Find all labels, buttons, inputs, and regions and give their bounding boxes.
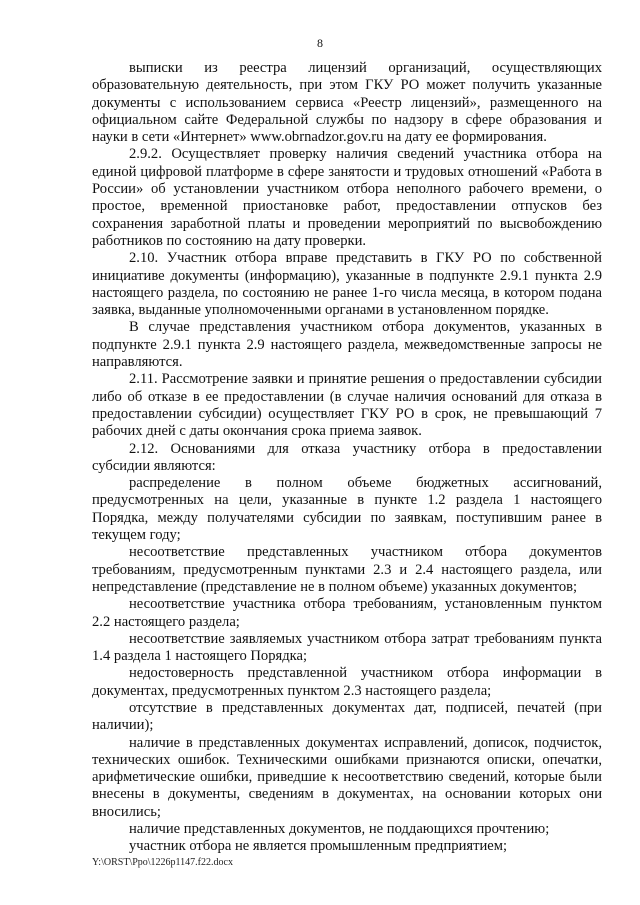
- refusal-reason-item: недостоверность представленной участником отбора информации в документах, предусмотренных пунктом 2.3 настоящего раздела;: [92, 665, 602, 699]
- refusal-reason-item: отсутствие в представленных документах дат, подписей, печатей (при наличии);: [92, 699, 602, 734]
- refusal-reason-item: несоответствие представленных участником отбора документов требованиям, предусмотренным пунктами 2.3 и 2.4 настоящего раздела, или непредставление (представление не в полном объеме) указанных документов;: [92, 544, 602, 595]
- paragraph-2-11: 2.11. Рассмотрение заявки и принятие решения о предоставлении субсидии либо об отказе в ее предоставлении (в случае наличия оснований для отказа в предоставлении субсидии) осуществляет ГКУ РО в срок, не превышающий 7 рабочих дней с даты окончания срока приема заявок.: [92, 371, 602, 440]
- refusal-reason-item: участник отбора не является промышленным предприятием;: [129, 838, 508, 855]
- document-body: [92, 60, 602, 856]
- page-number: 8: [317, 36, 323, 50]
- paragraph-2-9-2: 2.9.2. Осуществляет проверку наличия сведений участника отбора на единой цифровой платформе в сфере занятости и трудовых отношений «Работа в России» об установлении участником отбора неполного рабочего времени, о простое, временной приостановке работ, предоставлении отпусков без сохранения заработной платы и проведении мероприятий по высвобождению работников по состоянию на дату проверки.: [92, 146, 602, 249]
- refusal-reason-item: несоответствие заявляемых участником отбора затрат требованиям пункта 1.4 раздела 1 настоящего Порядка;: [92, 630, 602, 665]
- paragraph-license-registry: выписки из реестра лицензий организаций, осуществляющих образовательную деятельность, при этом ГКУ РО может получить указанные документы с использованием сервиса «Реестр лицензий», размещенного на официальном сайте Федеральной службы по надзору в сфере образования и науки в сети «Интернет» www.obrnadzor.gov.ru на дату ее формирования.: [92, 60, 602, 146]
- refusal-reason-item: наличие представленных документов, не поддающихся прочтению;: [129, 821, 550, 838]
- paragraph-2-12: 2.12. Основаниями для отказа участнику отбора в предоставлении субсидии являются:: [92, 440, 602, 474]
- paragraph-2-10: 2.10. Участник отбора вправе представить в ГКУ РО по собственной инициативе документы (информацию), указанные в подпункте 2.9.1 пункта 2.9 настоящего раздела, по состоянию не ранее 1-го числа месяца, в котором подана заявка, выданные уполномоченными органами в установленном порядке.: [92, 250, 602, 319]
- paragraph-2-10-note: В случае представления участником отбора документов, указанных в подпункте 2.9.1 пункта 2.9 настоящего раздела, межведомственные запросы не направляются.: [92, 319, 602, 371]
- refusal-reason-item: распределение в полном объеме бюджетных ассигнований, предусмотренных на цели, указанные в пункте 1.2 раздела 1 настоящего Порядка, между получателями субсидии по заявкам, поступившим ранее в текущем году;: [92, 475, 602, 544]
- file-path-footer: Y:\ORST\Ppo\1226p1147.f22.docx: [92, 857, 233, 868]
- refusal-reason-item: несоответствие участника отбора требованиям, установленным пунктом 2.2 настоящего раздела;: [92, 596, 602, 630]
- refusal-reason-item: наличие в представленных документах исправлений, дописок, подчисток, технических ошибок. Техническими ошибками признаются описки, опечатки, арифметические ошибки, приведшие к несоответствию сведений, которые были внесены в документы, сведениям в документах, на основании которых они вносились;: [92, 734, 602, 820]
